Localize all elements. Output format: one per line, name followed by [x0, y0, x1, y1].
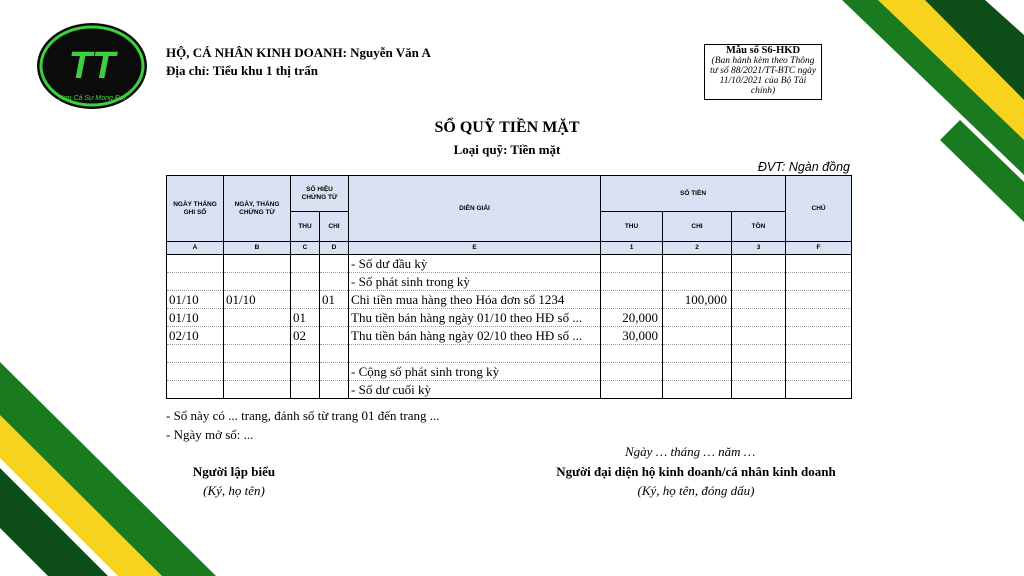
column-code: 3: [732, 242, 786, 255]
table-cell: - Số dư cuối kỳ: [349, 381, 601, 399]
representative-note: (Ký, họ tên, đóng dấu): [637, 483, 755, 498]
column-code: D: [320, 242, 349, 255]
table-cell: 100,000: [663, 291, 732, 309]
representative-title: Người đại diện hộ kinh doanh/cá nhân kinh doanh: [556, 464, 836, 479]
preparer-title: Người lập biểu: [192, 464, 276, 479]
col-dien-giai: DIỄN GIẢI: [349, 176, 601, 242]
table-cell: [320, 273, 349, 291]
table-cell: - Cộng số phát sinh trong kỳ: [349, 363, 601, 381]
col-ct-thu: THU: [291, 212, 320, 242]
table-row: [167, 255, 852, 273]
column-code: A: [167, 242, 224, 255]
table-cell: [167, 363, 224, 381]
table-cell: 02/10: [167, 327, 224, 345]
table-cell: [663, 345, 732, 363]
table-cell: [224, 363, 291, 381]
table-cell: [291, 381, 320, 399]
table-cell: 02: [291, 327, 320, 345]
table-cell: 01: [291, 309, 320, 327]
table-cell: [732, 363, 786, 381]
col-ct-chi: CHI: [320, 212, 349, 242]
table-cell: [167, 273, 224, 291]
table-cell: [786, 309, 852, 327]
column-code: 2: [663, 242, 732, 255]
business-name: HỘ, CÁ NHÂN KINH DOANH: Nguyễn Văn A: [166, 45, 431, 60]
table-row: [167, 381, 852, 399]
table-cell: [732, 327, 786, 345]
table-cell: 01/10: [167, 291, 224, 309]
table-cell: - Số phát sinh trong kỳ: [349, 273, 601, 291]
page-title: SỔ QUỸ TIỀN MẶT: [434, 119, 580, 136]
table-cell: [601, 291, 663, 309]
table-cell: [786, 381, 852, 399]
note-pages: - Sổ này có ... trang, đánh số từ trang 01 đến trang ...: [166, 408, 440, 423]
col-ngay-chung-tu: NGÀY, THÁNG CHỨNG TỪ: [224, 176, 291, 242]
table-cell: [320, 309, 349, 327]
representative-signature: [538, 462, 854, 500]
business-header: [166, 44, 431, 80]
business-address: Địa chỉ: Tiểu khu 1 thị trấn: [166, 63, 318, 78]
table-cell: - Số dư đầu kỳ: [349, 255, 601, 273]
logo-caption: Hơn Cả Sự Mong Đợi: [58, 95, 126, 102]
table-cell: [320, 363, 349, 381]
table-cell: [291, 273, 320, 291]
ledger-body: [167, 255, 852, 399]
preparer-note: (Ký, họ tên): [203, 483, 265, 498]
col-tien-chi: CHI: [663, 212, 732, 242]
company-logo: [36, 22, 148, 110]
fund-type: Loại quỹ: Tiền mặt: [453, 142, 561, 157]
table-cell: Chi tiền mua hàng theo Hóa đơn số 1234: [349, 291, 601, 309]
table-cell: [320, 327, 349, 345]
col-ghi-chu: CHÚ: [786, 176, 852, 242]
table-cell: Thu tiền bán hàng ngày 01/10 theo HĐ số ...: [349, 309, 601, 327]
form-code: Mẫu số S6-HKD: [725, 45, 801, 56]
table-cell: [663, 381, 732, 399]
cash-ledger-table: [166, 175, 852, 399]
table-cell: [224, 381, 291, 399]
table-cell: [601, 381, 663, 399]
table-cell: [291, 363, 320, 381]
table-cell: [732, 309, 786, 327]
table-cell: [167, 381, 224, 399]
table-cell: [601, 273, 663, 291]
table-cell: [224, 345, 291, 363]
table-row: [167, 345, 852, 363]
table-cell: [663, 363, 732, 381]
table-cell: [732, 273, 786, 291]
table-cell: Thu tiền bán hàng ngày 02/10 theo HĐ số ...: [349, 327, 601, 345]
column-code: B: [224, 242, 291, 255]
table-cell: 01/10: [167, 309, 224, 327]
table-cell: 01/10: [224, 291, 291, 309]
table-row: [167, 309, 852, 327]
table-cell: [601, 363, 663, 381]
ledger-notes: [166, 406, 440, 444]
col-so-tien: SỐ TIỀN: [601, 176, 786, 212]
table-cell: [663, 273, 732, 291]
table-cell: [786, 291, 852, 309]
col-ngay-ghi-so: NGÀY THÁNG GHI SỔ: [167, 176, 224, 242]
preparer-signature: [178, 462, 290, 500]
col-ton: TỒN: [732, 212, 786, 242]
table-cell: [601, 345, 663, 363]
table-cell: [320, 345, 349, 363]
table-cell: [786, 327, 852, 345]
form-code-box: [704, 44, 822, 100]
col-so-hieu: SỐ HIỆU CHỨNG TỪ: [291, 176, 349, 212]
column-code: F: [786, 242, 852, 255]
table-row: [167, 327, 852, 345]
col-tien-thu: THU: [601, 212, 663, 242]
table-cell: [786, 273, 852, 291]
table-cell: [786, 363, 852, 381]
table-cell: [732, 291, 786, 309]
table-cell: 20,000: [601, 309, 663, 327]
table-cell: [167, 345, 224, 363]
form-note: (Ban hành kèm theo Thông tư số 88/2021/TT-BTC ngày 11/10/2021 của Bộ Tài chính): [709, 56, 817, 96]
table-cell: [663, 309, 732, 327]
table-cell: [732, 345, 786, 363]
table-cell: [601, 255, 663, 273]
table-row: [167, 291, 852, 309]
column-code-row: [167, 242, 852, 255]
table-cell: [320, 381, 349, 399]
unit-label: ĐVT: Ngàn đồng: [757, 160, 850, 174]
table-cell: [786, 345, 852, 363]
column-code: 1: [601, 242, 663, 255]
table-cell: [349, 345, 601, 363]
table-cell: [663, 255, 732, 273]
table-cell: [291, 291, 320, 309]
table-cell: [663, 327, 732, 345]
table-row: [167, 273, 852, 291]
table-cell: [320, 255, 349, 273]
note-open-date: - Ngày mở sổ: ...: [166, 427, 254, 442]
table-cell: [291, 255, 320, 273]
logo-initials: TT: [68, 45, 116, 87]
table-row: [167, 363, 852, 381]
table-cell: 01: [320, 291, 349, 309]
table-cell: [224, 327, 291, 345]
table-cell: [224, 309, 291, 327]
column-code: E: [349, 242, 601, 255]
table-cell: [732, 255, 786, 273]
table-cell: [732, 381, 786, 399]
table-cell: [167, 255, 224, 273]
table-cell: [224, 255, 291, 273]
table-cell: [291, 345, 320, 363]
table-cell: [786, 255, 852, 273]
table-cell: 30,000: [601, 327, 663, 345]
date-line: Ngày … tháng … năm …: [625, 444, 756, 459]
column-code: C: [291, 242, 320, 255]
table-cell: [224, 273, 291, 291]
